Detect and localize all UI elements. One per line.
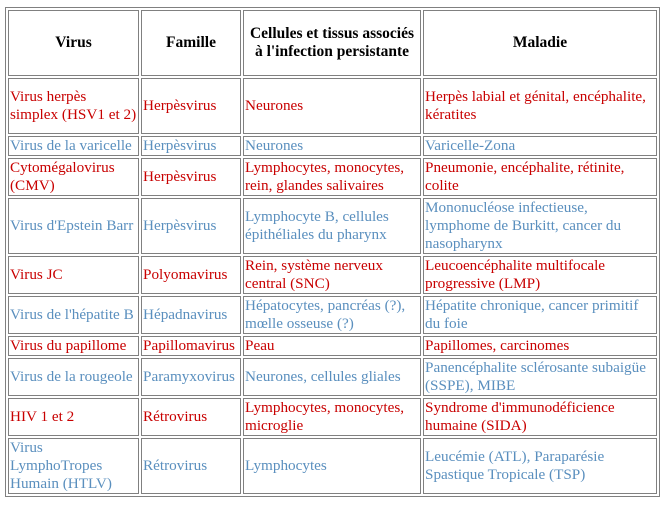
header-cellules: Cellules et tissus associés à l'infection persistante bbox=[243, 10, 421, 76]
cell-cellules: Lymphocytes bbox=[243, 438, 421, 494]
cell-maladie: Leucémie (ATL), Paraparésie Spastique Tropicale (TSP) bbox=[423, 438, 657, 494]
cell-famille: Herpèsvirus bbox=[141, 78, 241, 134]
cell-maladie: Leucoencéphalite multifocale progressive (LMP) bbox=[423, 256, 657, 294]
cell-maladie: Syndrome d'immunodéficience humaine (SIDA) bbox=[423, 398, 657, 436]
cell-maladie: Herpès labial et génital, encéphalite, kératites bbox=[423, 78, 657, 134]
cell-famille: Papillomavirus bbox=[141, 336, 241, 356]
virus-table bbox=[5, 7, 660, 497]
cell-famille: Rétrovirus bbox=[141, 398, 241, 436]
table-row bbox=[8, 358, 657, 396]
cell-maladie: Mononucléose infectieuse, lymphome de Burkitt, cancer du nasopharynx bbox=[423, 198, 657, 254]
cell-virus: Virus du papillome bbox=[8, 336, 139, 356]
cell-virus: HIV 1 et 2 bbox=[8, 398, 139, 436]
table-row bbox=[8, 398, 657, 436]
cell-famille: Herpèsvirus bbox=[141, 158, 241, 196]
cell-maladie: Hépatite chronique, cancer primitif du foie bbox=[423, 296, 657, 334]
table-row bbox=[8, 296, 657, 334]
cell-cellules: Lymphocytes, monocytes, rein, glandes salivaires bbox=[243, 158, 421, 196]
cell-virus: Virus de la varicelle bbox=[8, 136, 139, 156]
cell-virus: Virus d'Epstein Barr bbox=[8, 198, 139, 254]
table-body bbox=[8, 78, 657, 494]
cell-famille: Paramyxovirus bbox=[141, 358, 241, 396]
table-row bbox=[8, 198, 657, 254]
cell-cellules: Lymphocytes, monocytes, microglie bbox=[243, 398, 421, 436]
cell-cellules: Neurones, cellules gliales bbox=[243, 358, 421, 396]
header-virus: Virus bbox=[8, 10, 139, 76]
cell-cellules: Lymphocyte B, cellules épithéliales du pharynx bbox=[243, 198, 421, 254]
cell-cellules: Rein, système nerveux central (SNC) bbox=[243, 256, 421, 294]
cell-famille: Hépadnavirus bbox=[141, 296, 241, 334]
table-row bbox=[8, 438, 657, 494]
cell-famille: Rétrovirus bbox=[141, 438, 241, 494]
cell-cellules: Neurones bbox=[243, 78, 421, 134]
table-row bbox=[8, 158, 657, 196]
cell-maladie: Pneumonie, encéphalite, rétinite, colite bbox=[423, 158, 657, 196]
cell-maladie: Panencéphalite sclérosante subaigüe (SSPE), MIBE bbox=[423, 358, 657, 396]
table-row bbox=[8, 336, 657, 356]
table-row bbox=[8, 136, 657, 156]
cell-virus: Virus de la rougeole bbox=[8, 358, 139, 396]
cell-famille: Herpèsvirus bbox=[141, 136, 241, 156]
header-famille: Famille bbox=[141, 10, 241, 76]
cell-virus: Virus JC bbox=[8, 256, 139, 294]
header-row bbox=[8, 10, 657, 76]
cell-cellules: Neurones bbox=[243, 136, 421, 156]
cell-virus: Cytomégalovirus (CMV) bbox=[8, 158, 139, 196]
cell-cellules: Hépatocytes, pancréas (?), mœlle osseuse (?) bbox=[243, 296, 421, 334]
table-row bbox=[8, 78, 657, 134]
cell-maladie: Varicelle-Zona bbox=[423, 136, 657, 156]
cell-virus: Virus herpès simplex (HSV1 et 2) bbox=[8, 78, 139, 134]
cell-cellules: Peau bbox=[243, 336, 421, 356]
table-row bbox=[8, 256, 657, 294]
header-maladie: Maladie bbox=[423, 10, 657, 76]
cell-famille: Polyomavirus bbox=[141, 256, 241, 294]
cell-maladie: Papillomes, carcinomes bbox=[423, 336, 657, 356]
cell-virus: Virus LymphoTropes Humain (HTLV) bbox=[8, 438, 139, 494]
cell-famille: Herpèsvirus bbox=[141, 198, 241, 254]
cell-virus: Virus de l'hépatite B bbox=[8, 296, 139, 334]
